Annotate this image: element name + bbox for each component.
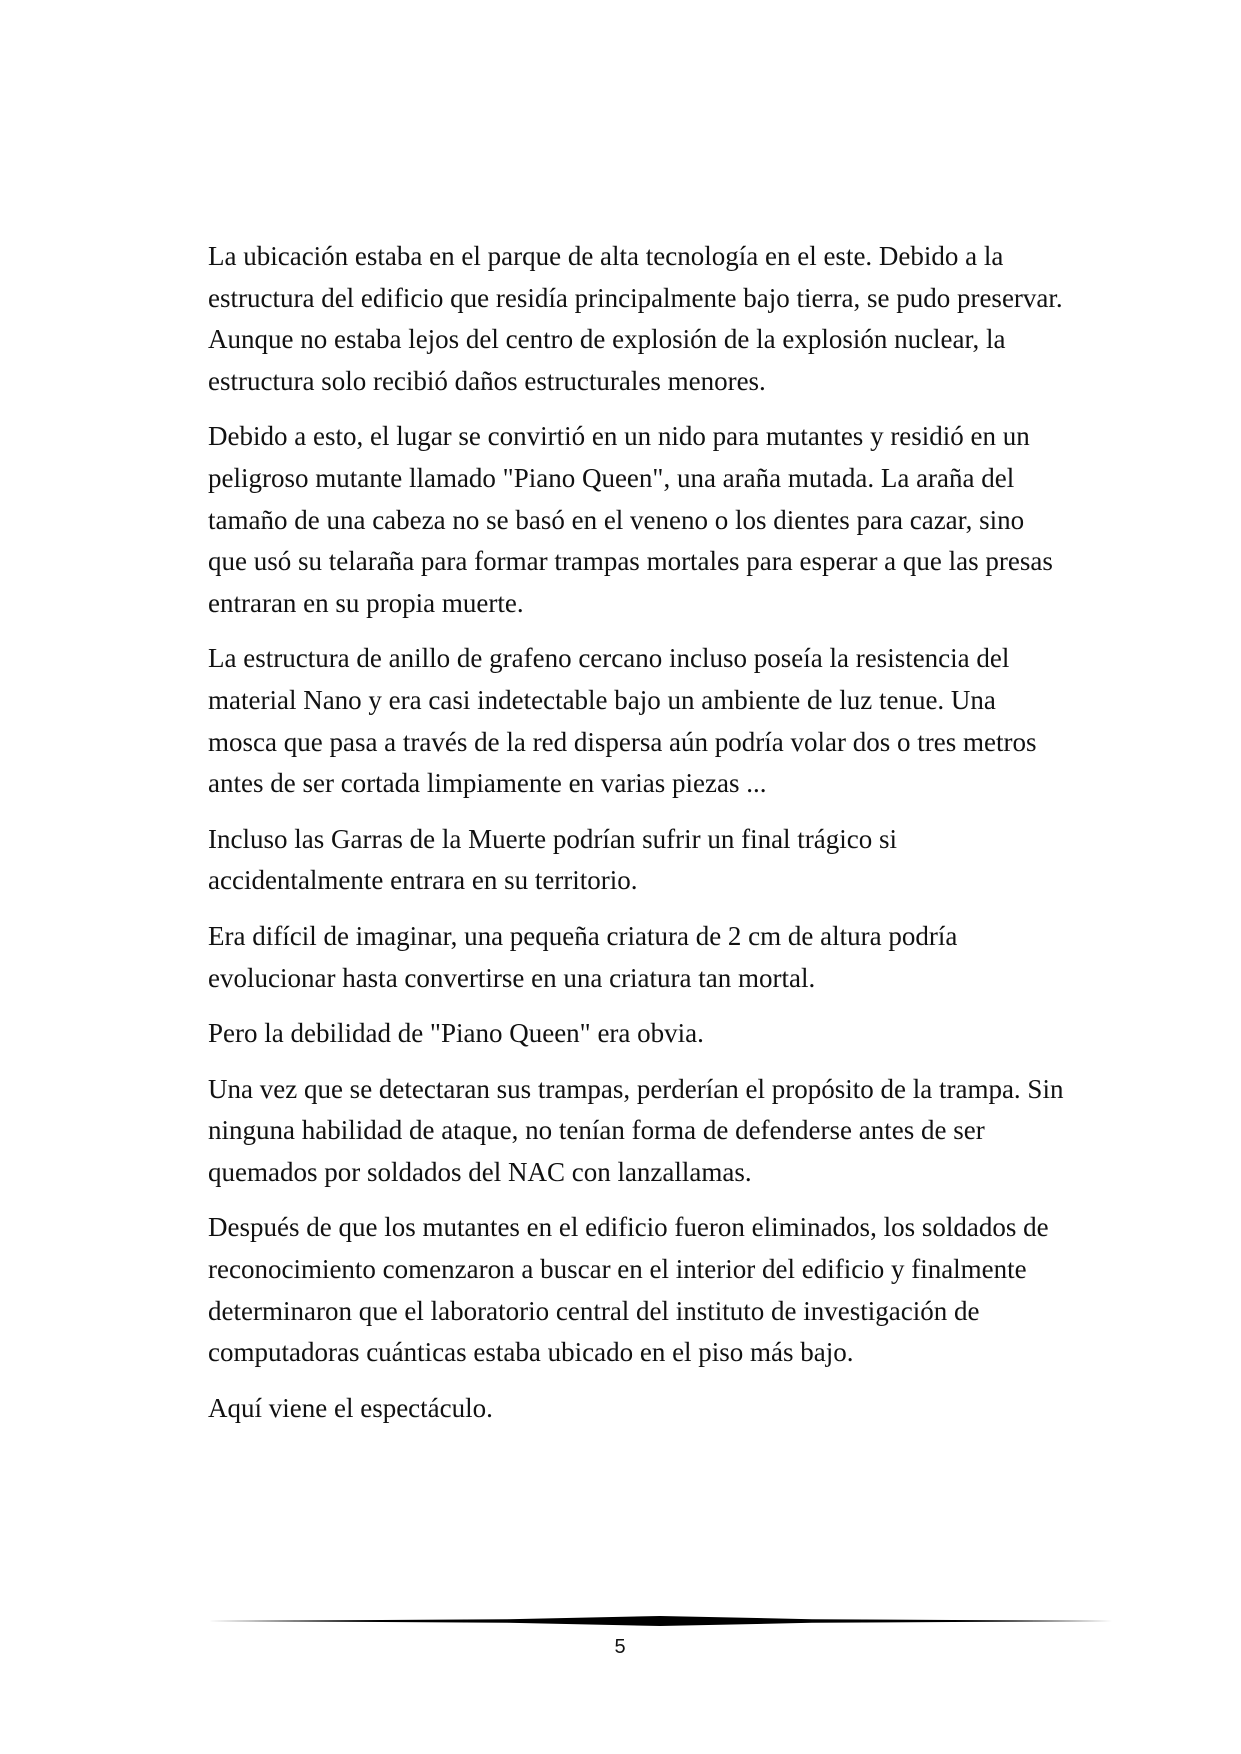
page-number: 5 [614, 1636, 626, 1658]
paragraph: Aquí viene el espectáculo. [208, 1392, 493, 1423]
body-text [208, 236, 1068, 1443]
paragraph: La ubicación estaba en el parque de alta tecnología en el este. Debido a la estructura del edificio que residía principalmente bajo tierra, se pudo preservar. Aunque no estaba lejos del centro de explosión de la explosión nuclear, la estructura solo recibió daños estructurales menores. [208, 241, 1063, 396]
paragraph: Incluso las Garras de la Muerte podrían sufrir un final trágico si accidentalmente entrara en su territorio. [208, 823, 898, 896]
paragraph: Era difícil de imaginar, una pequeña criatura de 2 cm de altura podría evolucionar hasta convertirse en una criatura tan mortal. [208, 920, 958, 993]
paragraph: Pero la debilidad de "Piano Queen" era obvia. [208, 1018, 704, 1049]
paragraph: Después de que los mutantes en el edificio fueron eliminados, los soldados de reconocimiento comenzaron a buscar en el interior del edificio y finalmente determinaron que el laboratorio central del instituto de investigación de computadoras cuánticas estaba ubicado en el piso más bajo. [208, 1212, 1049, 1368]
paragraph: La estructura de anillo de grafeno cercano incluso poseía la resistencia del material Nano y era casi indetectable bajo un ambiente de luz tenue. Una mosca que pasa a través de la red dispersa aún podría volar dos o tres metros antes de ser cortada limpiamente en varias piezas ... [208, 643, 1037, 799]
paragraph: Debido a esto, el lugar se convirtió en un nido para mutantes y residió en un peligroso mutante llamado "Piano Queen", una araña mutada. La araña del tamaño de una cabeza no se basó en el veneno o los dientes para cazar, sino que usó su telaraña para formar trampas mortales para esperar a que las presas entraran en su propia muerte. [208, 421, 1053, 618]
footer-divider [208, 1614, 1112, 1628]
paragraph: Una vez que se detectaran sus trampas, perderían el propósito de la trampa. Sin ninguna habilidad de ataque, no tenían forma de defenderse antes de ser quemados por soldados del NAC con lanzallamas. [208, 1073, 1064, 1187]
